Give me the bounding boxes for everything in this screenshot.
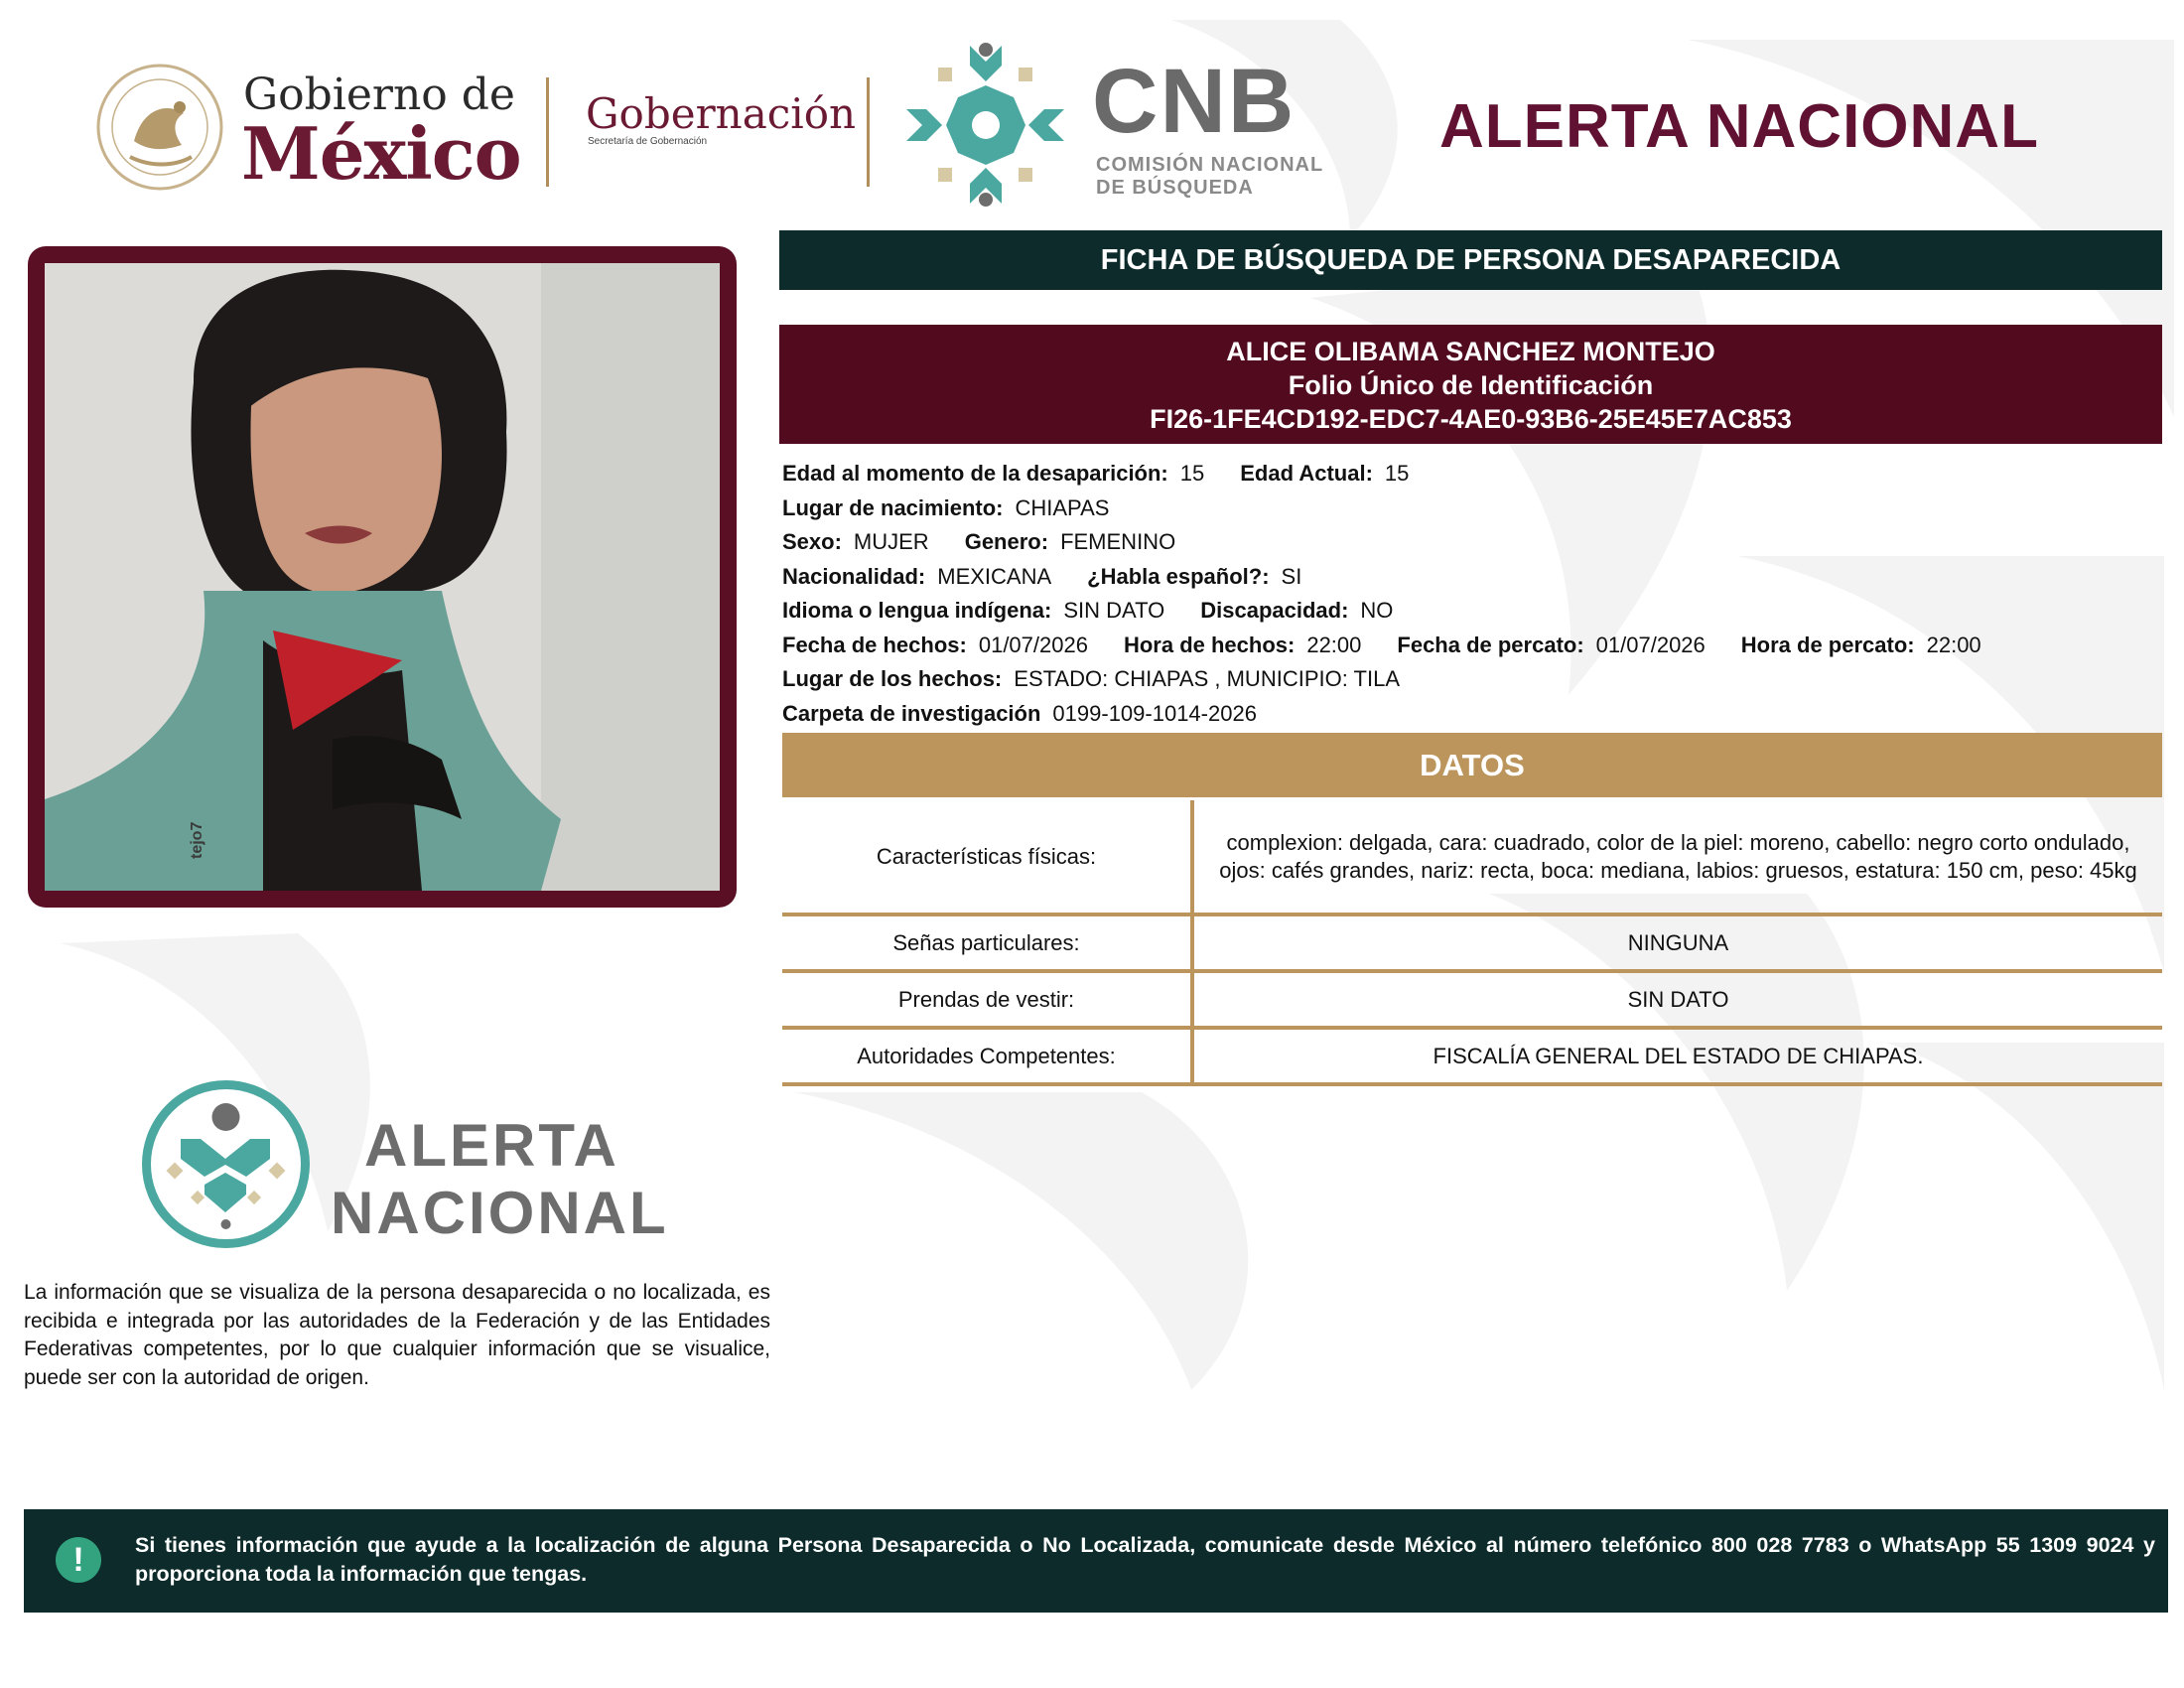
datos-label: Prendas de vestir: xyxy=(782,971,1192,1028)
info-label: Carpeta de investigación xyxy=(782,700,1041,726)
info-value: SIN DATO xyxy=(1063,598,1165,623)
info-row xyxy=(782,662,2162,697)
cnb-subtitle-line-1: COMISIÓN NACIONAL xyxy=(1096,154,1324,176)
info-value: CHIAPAS xyxy=(1015,494,1110,520)
info-label: Hora de hechos: xyxy=(1123,632,1296,657)
photo-watermark: tejo7 xyxy=(189,821,205,859)
info-row xyxy=(782,457,2162,492)
info-value: ESTADO: CHIAPAS , MUNICIPIO: TILA xyxy=(1014,666,1401,691)
table-row xyxy=(782,914,2162,971)
header xyxy=(0,0,2184,218)
datos-value: NINGUNA xyxy=(1192,914,2162,971)
datos-value: complexion: delgada, cara: cuadrado, color de la piel: moreno, cabello: negro corto ondulado, ojos: cafés grandes, nariz: recta, boca: mediana, labios: gruesos, estatura: 150 cm, peso: 45kg xyxy=(1192,800,2162,914)
header-divider xyxy=(546,77,549,187)
person-name: ALICE OLIBAMA SANCHEZ MONTEJO xyxy=(1226,337,1715,366)
info-label: Edad Actual: xyxy=(1240,461,1373,486)
alerta-wordmark-line-2: NACIONAL xyxy=(331,1180,669,1246)
info-value: 22:00 xyxy=(1306,632,1362,657)
person-photo xyxy=(45,263,720,891)
info-row xyxy=(782,594,2162,629)
info-label: Fecha de percato: xyxy=(1397,632,1584,657)
info-row xyxy=(782,697,2162,732)
info-value: FEMENINO xyxy=(1060,529,1176,554)
header-divider xyxy=(867,77,870,187)
alerta-nacional-logo-icon xyxy=(139,1077,313,1251)
cnb-emblem-icon xyxy=(898,38,1072,211)
info-label: Lugar de nacimiento: xyxy=(782,494,1004,520)
info-label: Edad al momento de la desaparición: xyxy=(782,461,1168,486)
info-value: 15 xyxy=(1384,461,1410,486)
folio-number: FI26-1FE4CD192-EDC7-4AE0-93B6-25E45E7AC853 xyxy=(1150,404,1792,434)
datos-table xyxy=(782,800,2162,1086)
cnb-subtitle-line-2: DE BÚSQUEDA xyxy=(1096,177,1254,199)
info-value: 0199-109-1014-2026 xyxy=(1052,700,1257,726)
info-label: Idioma o lengua indígena: xyxy=(782,598,1052,623)
info-label: ¿Habla español?: xyxy=(1087,563,1270,589)
info-label: Lugar de los hechos: xyxy=(782,666,1003,691)
datos-value: SIN DATO xyxy=(1192,971,2162,1028)
info-label: Hora de percato: xyxy=(1740,632,1915,657)
info-row xyxy=(782,492,2162,526)
person-info-list xyxy=(782,457,2162,731)
datos-label: Características físicas: xyxy=(782,800,1192,914)
info-value: 01/07/2026 xyxy=(1595,632,1706,657)
gobierno-line-1: Gobierno de xyxy=(243,70,515,120)
disclaimer-text: La información que se visualiza de la persona desaparecida o no localizada, es recibida e integrada por las autoridades de la Federación y de las Entidades Federativas competentes, por lo que cualquier información que se visualice, puede ser con la autoridad de origen. xyxy=(24,1281,770,1389)
gobierno-line-2: México xyxy=(241,111,521,196)
gobernacion-subtitle: Secretaría de Gobernación xyxy=(588,136,708,147)
photo-frame xyxy=(28,246,737,908)
info-row xyxy=(782,629,2162,663)
info-value: 15 xyxy=(1179,461,1205,486)
cnb-subtitle xyxy=(1096,154,1323,200)
table-row xyxy=(782,971,2162,1028)
cnb-title: CNB xyxy=(1092,51,1297,152)
info-value: 22:00 xyxy=(1926,632,1981,657)
info-label: Sexo: xyxy=(782,529,842,554)
datos-title-bar: DATOS xyxy=(782,733,2162,797)
info-label: Genero: xyxy=(964,529,1049,554)
ficha-title-bar: FICHA DE BÚSQUEDA DE PERSONA DESAPARECIDA xyxy=(779,230,2162,290)
exclamation-icon: ! xyxy=(56,1537,101,1583)
info-value: SI xyxy=(1281,563,1302,589)
table-row xyxy=(782,800,2162,914)
info-row xyxy=(782,560,2162,595)
coat-of-arms-seal-icon xyxy=(94,62,225,193)
info-value: 01/07/2026 xyxy=(978,632,1088,657)
gobernacion-title: Gobernación xyxy=(586,89,857,138)
info-label: Discapacidad: xyxy=(1200,598,1349,623)
info-row xyxy=(782,525,2162,560)
table-row xyxy=(782,1028,2162,1084)
person-photo-image xyxy=(45,263,720,891)
footer-contact-text: Si tienes información que ayude a la localización de alguna Persona Desaparecida o No Localizada, comunicate desde México al número telefónico 800 028 7783 o WhatsApp 55 1309 9024 y proporciona toda la información que tengas. xyxy=(135,1533,2155,1586)
datos-value: FISCALÍA GENERAL DEL ESTADO DE CHIAPAS. xyxy=(1192,1028,2162,1084)
person-name-block xyxy=(779,325,2162,444)
alerta-nacional-wordmark xyxy=(331,1112,669,1247)
datos-label: Autoridades Competentes: xyxy=(782,1028,1192,1084)
datos-label: Señas particulares: xyxy=(782,914,1192,971)
footer-contact-bar xyxy=(24,1509,2168,1613)
alerta-wordmark-line-1: ALERTA xyxy=(364,1112,619,1179)
info-label: Nacionalidad: xyxy=(782,563,926,589)
info-value: NO xyxy=(1360,598,1394,623)
folio-label: Folio Único de Identificación xyxy=(1288,370,1654,400)
info-value: MUJER xyxy=(853,529,929,554)
info-label: Fecha de hechos: xyxy=(782,632,967,657)
alert-title: ALERTA NACIONAL xyxy=(1439,92,2039,161)
info-value: MEXICANA xyxy=(937,563,1052,589)
